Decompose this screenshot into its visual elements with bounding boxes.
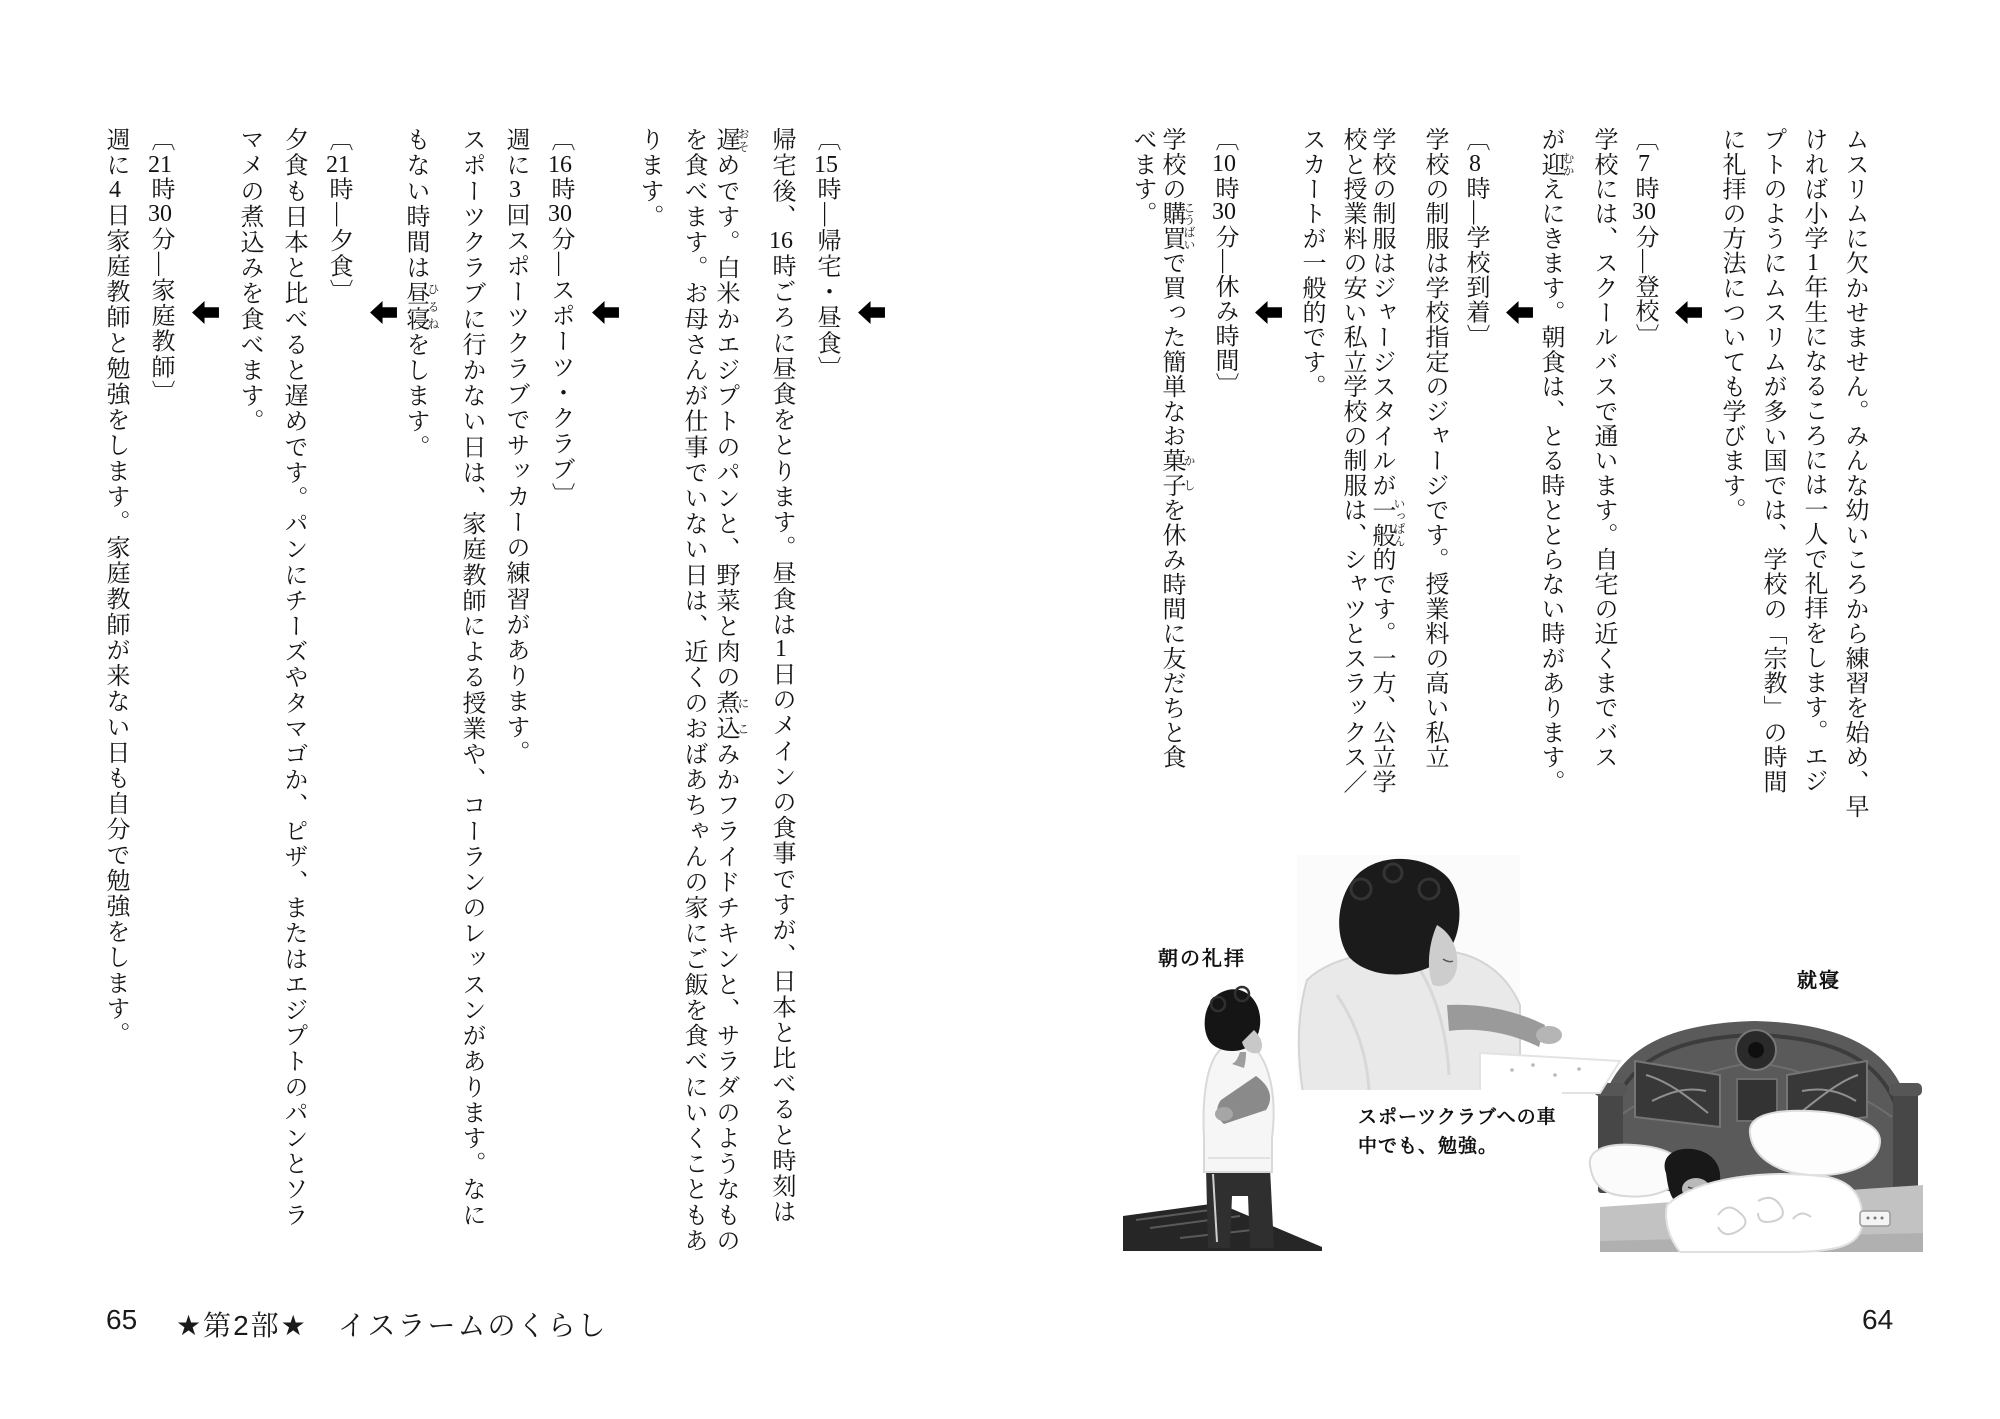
section-header: 〔15時―帰宅・昼食〕	[813, 127, 839, 382]
section-arrow	[592, 127, 619, 1239]
text-column: ります。	[636, 127, 662, 230]
section-title-footer: ★第2部★ イスラームのくらし	[176, 1310, 608, 1341]
left-arrow-icon	[1675, 300, 1702, 325]
text-column: 遅おそめです。白米かエジプトのパンと、野菜と肉の煮込にこみかフライドチキンと、サラダのようなもの	[712, 127, 750, 1254]
caption-sleep: 就寝	[1797, 970, 1841, 992]
section-header: 〔16時30分―スポーツ・クラブ〕	[547, 127, 573, 508]
photo-studying-in-car	[1297, 855, 1632, 1095]
section-arrow	[1675, 127, 1702, 839]
text-column: 週に4日家庭教師と勉強をします。家庭教師が来ない日も自分で勉強をします。	[102, 127, 128, 1048]
section-arrow	[192, 127, 219, 1239]
text-column: が迎むかえにきます。朝食は、とる時ととらない時があります。	[1537, 127, 1575, 794]
text-column: 校と授業料の安い私立学校の制服は、シャツとスラックス／	[1339, 127, 1365, 794]
text-column: スカートが一般的です。	[1298, 127, 1324, 399]
text-column: べます。	[1129, 127, 1155, 226]
text-column: 帰宅後、16時ごろに昼食をとります。昼食は1日のメインの食事ですが、日本と比べると時刻は	[768, 127, 794, 1225]
text-column: 学校には、スクールバスで通います。自宅の近くまでバス	[1590, 127, 1616, 770]
text-column: もない時間は昼寝ひるねをします。	[402, 127, 440, 460]
caption-morning-prayer: 朝の礼拝	[1158, 948, 1246, 970]
text-column: 学校の購買こうばいで買った簡単なお菓子かしを休み時間に友だちと食	[1158, 127, 1196, 770]
text-column: 学校の制服はジャージスタイルが一般いっぱん的です。一方、公立学	[1368, 127, 1406, 794]
left-arrow-icon	[192, 300, 219, 325]
page-number-65: 65	[106, 1304, 138, 1335]
page-64-text	[1113, 127, 1866, 839]
text-column: に礼拝の方法についても学びます。	[1718, 127, 1744, 523]
caption-car-study-line2: 中でも、勉強。	[1358, 1136, 1499, 1157]
section-header: 〔7時30分―登校〕	[1631, 127, 1657, 348]
text-column: 週に3回スポーツクラブでサッカーの練習があります。	[502, 127, 528, 766]
text-column: マメの煮込みを食べます。	[236, 127, 262, 435]
text-column: を食べます。お母さんが仕事でいない日は、近くのおばあちゃんの家にご飯を食べにいくこともあ	[680, 127, 706, 1254]
left-arrow-icon	[592, 300, 619, 325]
section-header: 〔8時―学校到着〕	[1462, 127, 1488, 349]
text-column: 夕食も日本と比べると遅めです。パンにチーズやタマゴか、ピザ、またはエジプトのパンとソラ	[280, 127, 306, 1228]
text-column: ムスリムに欠かせません。みんな幼いころから練習を始め、早	[1841, 127, 1867, 819]
left-arrow-icon	[1255, 300, 1282, 325]
section-arrow	[370, 127, 397, 1239]
section-header: 〔10時30分―休み時間〕	[1211, 127, 1237, 398]
section-header: 〔21時30分―家庭教師〕	[147, 127, 173, 406]
text-column: ければ小学1年生になるころには一人で礼拝をします。エジ	[1800, 127, 1826, 794]
caption-car-study-line1: スポーツクラブへの車	[1358, 1107, 1557, 1128]
left-arrow-icon	[1506, 300, 1533, 325]
left-arrow-icon	[370, 300, 397, 325]
text-column: スポーツクラブに行かない日は、家庭教師による授業や、コーランのレッスンがあります。なに	[458, 127, 484, 1228]
text-column: プトのようにムスリムが多い国では、学校の「宗教」の時間	[1759, 127, 1785, 794]
section-header: 〔21時―夕食〕	[325, 127, 351, 305]
left-arrow-icon	[858, 300, 885, 325]
page-65-text	[83, 127, 883, 1254]
section-arrow	[1255, 127, 1282, 839]
caption-car-study	[1358, 1103, 1557, 1161]
photo-sleeping-in-bed	[1588, 1005, 1928, 1253]
text-column: 学校の制服は学校指定のジャージです。授業料の高い私立	[1421, 127, 1447, 770]
section-arrow	[1506, 127, 1533, 839]
page-number-64: 64	[1862, 1304, 1894, 1335]
section-arrow	[858, 127, 885, 1239]
